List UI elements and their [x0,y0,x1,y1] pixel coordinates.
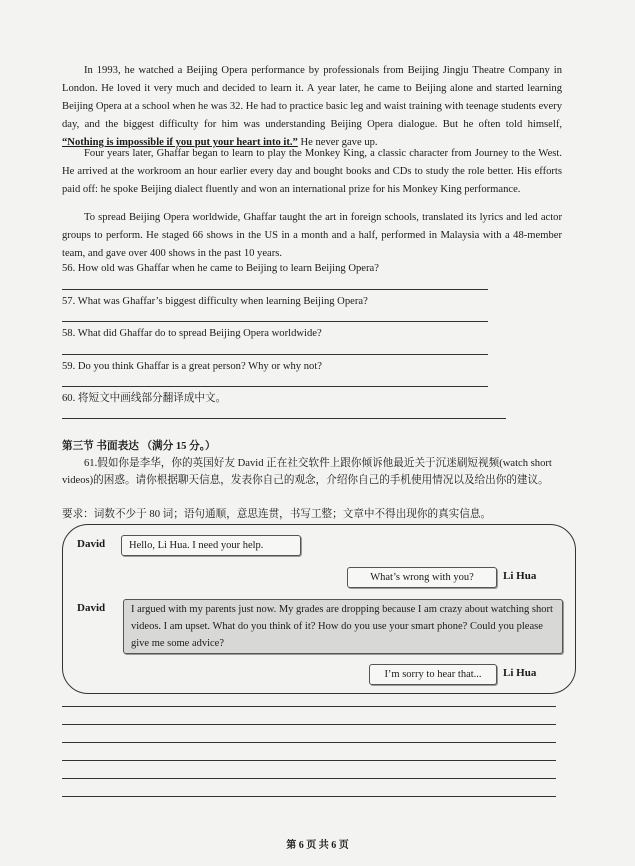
underlined-quote: “Nothing is impossible if you put your heart into it.” [62,137,298,148]
answer-line-56[interactable] [62,289,488,290]
page-number: 第 6 页 共 6 页 [286,840,349,851]
chat-name-lihua-1: Li Hua [503,570,537,582]
answer-line-60[interactable] [62,418,506,419]
passage-paragraph-3 [62,209,562,263]
writing-line-2[interactable] [62,724,556,725]
section-heading: 第三节 书面表达 （满分 15 分。） [62,441,216,452]
writing-line-1[interactable] [62,706,556,707]
passage-paragraph-2 [62,145,562,199]
answer-line-57[interactable] [62,321,488,322]
question-56: 56. How old was Ghaffar when he came to Beijing to learn Beijing Opera? [62,263,379,274]
writing-line-5[interactable] [62,778,556,779]
writing-task-text: 61.假如你是李华，你的英国好友 David 正在社交软件上跟你倾诉他最近关于沉迷刷短视频(watch short videos)的困惑。请你根据聊天信息，发表你自己的观念，介绍你自己的手机使用情况以及给出你的建议。 [62,458,552,486]
chat-bubble-david-1: Hello, Li Hua. I need your help. [121,535,301,556]
chat-bubble-lihua-1: What’s wrong with you? [347,567,497,588]
chat-name-david-2: David [77,602,106,614]
question-57: 57. What was Ghaffar’s biggest difficulty when learning Beijing Opera? [62,296,368,307]
question-58: 58. What did Ghaffar do to spread Beijing Opera worldwide? [62,328,322,339]
passage-paragraph-1 [62,62,562,152]
chat-bubble-david-2: I argued with my parents just now. My grades are dropping because I am crazy about watching short videos. I am upset. What do you think of it? How do you use your smart phone? Could you please give me some advice? [123,599,563,654]
question-59: 59. Do you think Ghaffar is a great person? Why or why not? [62,361,322,372]
writing-line-6[interactable] [62,796,556,797]
answer-line-59[interactable] [62,386,488,387]
writing-task [62,455,562,489]
writing-line-4[interactable] [62,760,556,761]
passage-p1-intro: In 1993, he watched a Beijing Opera performance by professionals from Beijing Jingju Theatre Company in London. He loved it very much and decided to learn it. A year later, he came to Beijing alone and started learning Beijing Opera at a school when he was 32. He had to practice basic leg and waist training with teenage students every day, and the biggest difficulty for him was understanding Beijing Opera dialogue. But he often told himself, [62,65,562,130]
writing-line-3[interactable] [62,742,556,743]
writing-requirement: 要求：词数不少于 80 词；语句通顺，意思连贯，书写工整；文章中不得出现你的真实信息。 [62,509,492,520]
chat-name-david: David [77,538,106,550]
passage-p3-text: To spread Beijing Opera worldwide, Ghaffar taught the art in foreign schools, translated its lyrics and led actor groups to perform. He staged 66 shows in the US in a month and a half, performed in Malaysia with a 48-member team, and gave over 400 shows in the past 10 years. [62,212,562,259]
answer-line-58[interactable] [62,354,488,355]
chat-name-lihua-2: Li Hua [503,667,537,679]
passage-p1-end: He never gave up. [300,137,378,148]
question-60: 60. 将短文中画线部分翻译成中文。 [62,393,227,404]
chat-bubble-lihua-2: I’m sorry to hear that... [369,664,497,685]
passage-p2-text: Four years later, Ghaffar began to learn to play the Monkey King, a classic character from Journey to the West. He arrived at the workroom an hour earlier every day and bought books and CDs to study the role better. His efforts paid off: he spoke Beijing dialect fluently and won an international prize for his Monkey King performance. [62,148,562,195]
